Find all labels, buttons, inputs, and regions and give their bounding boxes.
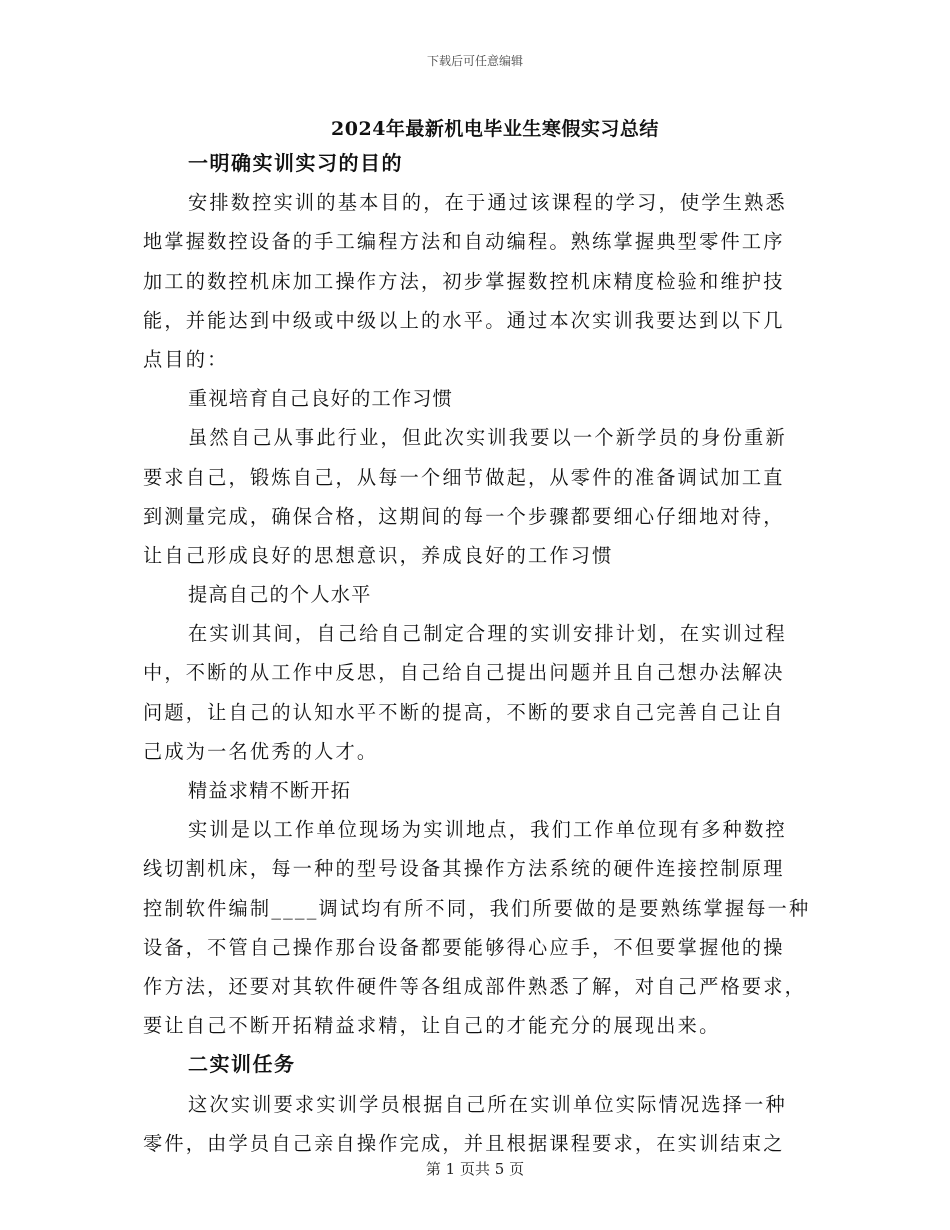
- paragraph-line: 己成为一名优秀的人才。: [143, 739, 379, 763]
- paragraph-line: 安排数控实训的基本目的，在于通过该课程的学习，使学生熟悉: [188, 191, 787, 215]
- paragraph-line: 让自己形成良好的思想意识，养成良好的工作习惯: [143, 543, 614, 567]
- paragraph-line: 地掌握数控设备的手工编程方法和自动编程。熟练掌握典型零件工序: [143, 230, 785, 254]
- page-number: 第 1 页共 5 页: [425, 1160, 525, 1178]
- paragraph-line: 要求自己，锻炼自己，从每一个细节做起，从零件的准备调试加工直: [143, 465, 785, 489]
- paragraph-line: 加工的数控机床加工操作方法，初步掌握数控机床精度检验和维护技: [143, 269, 785, 293]
- section-heading: 一明确实训实习的目的: [188, 151, 403, 175]
- document-title: 2024年最新机电毕业生寒假实习总结: [331, 118, 659, 140]
- paragraph-line: 要让自己不断开拓精益求精，让自己的才能充分的展现出来。: [143, 1014, 721, 1038]
- paragraph-line: 在实训其间，自己给自己制定合理的实训安排计划，在实训过程: [188, 622, 787, 646]
- subheading: 提高自己的个人水平: [188, 583, 372, 607]
- paragraph-line: 点目的：: [143, 347, 229, 371]
- paragraph-line: 实训是以工作单位现场为实训地点，我们工作单位现有多种数控: [188, 818, 787, 842]
- paragraph-line: 零件，由学员自己亲自操作完成，并且根据课程要求，在实训结束之: [143, 1131, 785, 1155]
- paragraph-line: 控制软件编制____调试均有所不同，我们所要做的是要熟练掌握每一种: [143, 896, 811, 920]
- paragraph-line: 中，不断的从工作中反思，自己给自己提出问题并且自己想办法解决: [143, 661, 785, 685]
- page-header: 下载后可任意编辑: [426, 54, 523, 68]
- subheading: 重视培育自己良好的工作习惯: [188, 387, 454, 411]
- paragraph-line: 能，并能达到中级或中级以上的水平。通过本次实训我要达到以下几: [143, 308, 785, 332]
- paragraph-line: 设备，不管自己操作那台设备都要能够得心应手，不但要掌握他的操: [143, 935, 785, 959]
- document-body: [143, 144, 811, 1163]
- section-heading: 二实训任务: [188, 1052, 296, 1077]
- paragraph-line: 这次实训要求实训学员根据自己所在实训单位实际情况选择一种: [188, 1092, 787, 1116]
- paragraph-line: 到测量完成，确保合格，这期间的每一个步骤都要细心仔细地对待，: [143, 504, 785, 528]
- paragraph-line: 虽然自己从事此行业，但此次实训我要以一个新学员的身份重新: [188, 426, 787, 450]
- subheading: 精益求精不断开拓: [188, 779, 352, 802]
- paragraph-line: 作方法，还要对其软件硬件等各组成部件熟悉了解，对自己严格要求，: [143, 974, 807, 998]
- paragraph-line: 线切割机床，每一种的型号设备其操作方法系统的硬件连接控制原理: [143, 857, 785, 881]
- paragraph-line: 问题，让自己的认知水平不断的提高，不断的要求自己完善自己让自: [143, 700, 785, 724]
